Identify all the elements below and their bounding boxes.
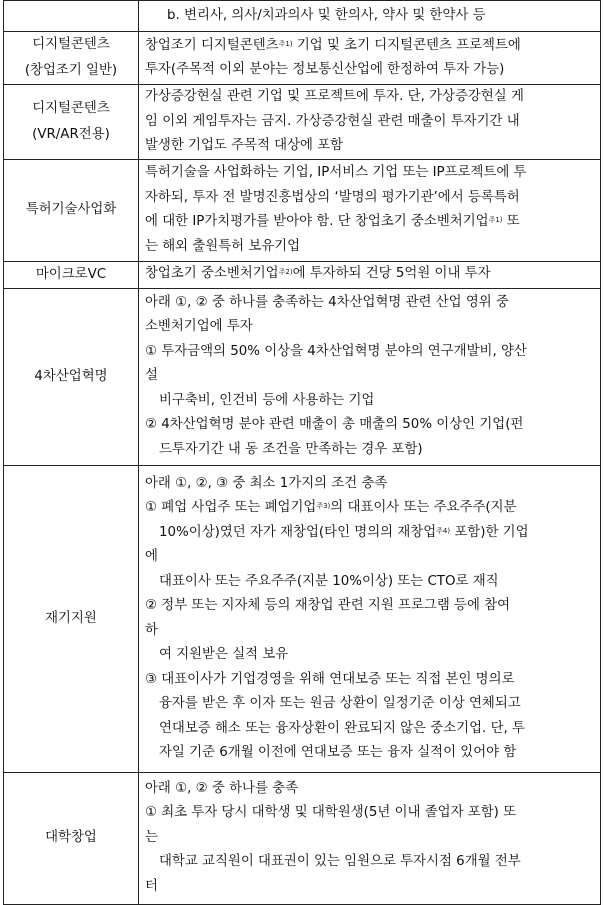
content-text: 또 <box>502 214 520 229</box>
row-content-cell <box>139 772 601 904</box>
content-text: 기업 및 초기 디지털콘텐츠 프로젝트에 <box>292 37 521 53</box>
footnote-marker: 주2) <box>278 268 293 277</box>
row-label-cell <box>4 772 139 904</box>
row-label-cell <box>4 288 139 465</box>
content-line: 연대보증 해소 또는 융자상환이 완료되지 않은 중소기업. 단, 투 <box>159 720 525 736</box>
content-text: 창업초기 중소벤처기업 <box>145 266 279 282</box>
content-line: 터 <box>145 878 158 894</box>
content-line: ① 최초 투자 당시 대학생 및 대학원생(5년 이내 졸업자 포함) 또 <box>145 805 517 821</box>
row-label: (창업조기 일반) <box>24 63 118 78</box>
table-row <box>4 1 601 32</box>
table-row <box>4 32 601 85</box>
content-line: 비구축비, 인건비 등에 사용하는 기업 <box>159 392 375 408</box>
content-line: 가상증강현실 관련 기업 및 프로젝트에 투자. 단, 가상증강현실 게 <box>145 89 524 104</box>
content-line: 발생한 기업도 주목적 대상에 포함 <box>145 138 344 153</box>
row-content-cell <box>139 85 601 160</box>
content-line: 하 <box>145 622 158 638</box>
row-label-cell <box>4 85 139 160</box>
content-line: 특허기술을 사업화하는 기업, IP서비스 기업 또는 IP프로젝트에 투 <box>145 165 527 180</box>
content-line: 임 이외 게임투자는 금지. 가상증강현실 관련 매출이 투자기간 내 <box>145 113 520 129</box>
row-label-cell <box>4 261 139 288</box>
row-label: (VR/AR전용) <box>32 126 110 142</box>
row-label: 특허기술사업화 <box>25 202 117 217</box>
content-line <box>145 496 594 521</box>
content-text: 창업조기 디지털콘텐츠 <box>145 37 279 53</box>
content-line <box>145 210 594 235</box>
row-content-cell <box>139 1 601 32</box>
content-line: 는 <box>145 829 158 845</box>
content-line: 여 지원받은 실적 보유 <box>159 647 289 662</box>
content-line <box>145 521 594 546</box>
row-label-cell <box>4 32 139 85</box>
content-line: 아래 ①, ② 중 하나를 충족 <box>145 780 299 796</box>
row-label: 디지털콘텐츠 <box>32 100 110 116</box>
table-row <box>4 261 601 288</box>
content-line: 에 <box>145 549 158 564</box>
footnote-marker: 주1) <box>278 39 293 48</box>
content-line: 는 해외 출원특허 보유기업 <box>145 238 301 254</box>
content-text: 10%이상)였던 자가 재창업(타인 명의의 재창업 <box>159 524 437 540</box>
table-row <box>4 288 601 465</box>
content-line: ② 정부 또는 지자체 등의 재창업 관련 지원 프로그램 등에 참여 <box>145 598 511 613</box>
row-content-cell <box>139 261 601 288</box>
row-content-cell <box>139 159 601 261</box>
row-label-cell <box>4 159 139 261</box>
content-line: 드투자기간 내 동 조건을 만족하는 경우 포함) <box>159 441 423 457</box>
content-line: 설 <box>145 368 158 384</box>
row-content-cell <box>139 32 601 85</box>
content-line: 융자를 받은 후 이자 또는 원금 상환이 일정기준 이상 연체되고 <box>159 696 521 711</box>
content-line: 아래 ①, ② 중 하나를 충족하는 4차산업혁명 관련 산업 영위 중 <box>145 294 509 310</box>
footnote-marker: 주4) <box>436 526 451 535</box>
content-line: 소벤처기업에 투자 <box>145 319 253 335</box>
content-text: 에 대한 IP가치평가를 받아야 함. 단 창업초기 중소벤처기업 <box>145 214 489 229</box>
table-row <box>4 85 601 160</box>
row-label: 재기지원 <box>45 610 97 626</box>
content-line: 자일 기준 6개월 이전에 연대보증 또는 융자 실적이 있어야 함 <box>159 745 517 760</box>
content-line: ① 투자금액의 50% 이상을 4차산업혁명 분야의 연구개발비, 양산 <box>145 343 527 359</box>
content-line: 아래 ①, ②, ③ 중 최소 1가지의 조건 충족 <box>145 475 388 491</box>
content-text: 에 투자하되 건당 5억원 이내 투자 <box>292 266 491 282</box>
table-row <box>4 159 601 261</box>
row-label: 디지털콘텐츠 <box>32 37 110 52</box>
content-line: ③ 대표이사가 기업경영을 위해 연대보증 또는 직접 본인 명의로 <box>145 671 515 687</box>
content-line <box>145 262 594 287</box>
content-line: 투자(주목적 이외 분야는 정보통신산업에 한정하여 투자 가능) <box>145 62 505 77</box>
table-row <box>4 465 601 772</box>
content-line: 대표이사 또는 주요주주(지분 10%이상) 또는 CTO로 재직 <box>159 573 499 589</box>
content-text: 포함)한 기업 <box>450 524 529 540</box>
row-content-cell <box>139 465 601 772</box>
footnote-marker: 주3) <box>316 502 331 510</box>
row-label: 4차산업혁명 <box>34 368 108 384</box>
row-label: 마이크로VC <box>35 266 107 282</box>
content-line: 자하되, 투자 전 발명진흥법상의 ‘발명의 평가기관’에서 등록특허 <box>145 189 520 205</box>
row-label-cell <box>4 1 139 32</box>
footnote-marker: 주1) <box>488 216 503 224</box>
table-row <box>4 772 601 904</box>
content-text: 의 대표이사 또는 주요주주(지분 <box>330 500 517 515</box>
fund-purpose-table <box>3 0 601 905</box>
content-line <box>145 34 594 59</box>
content-line: b. 변리사, 의사/치과의사 및 한의사, 약사 및 한약사 등 <box>167 8 486 23</box>
content-line: ② 4차산업혁명 분야 관련 매출이 총 매출의 50% 이상인 기업(펀 <box>145 417 524 433</box>
content-line: 대학교 교직원이 대표권이 있는 임원으로 투자시점 6개월 전부 <box>159 854 521 870</box>
row-label: 대학창업 <box>45 830 97 845</box>
row-content-cell <box>139 288 601 465</box>
content-text: ① 폐업 사업주 또는 폐업기업 <box>145 500 317 515</box>
row-label-cell <box>4 465 139 772</box>
